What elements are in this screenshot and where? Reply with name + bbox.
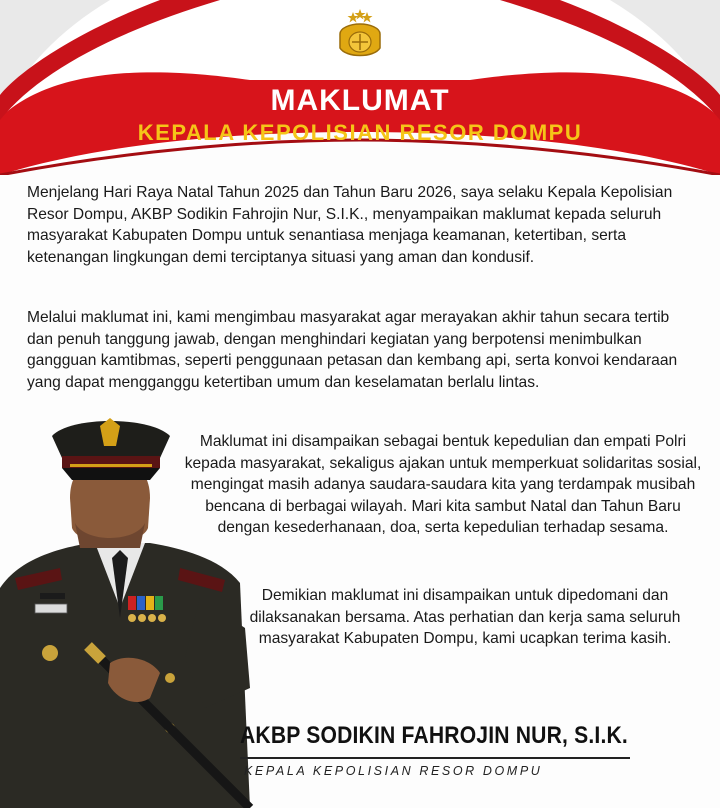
signature-divider: [240, 757, 630, 759]
paragraph-intro: Menjelang Hari Raya Natal Tahun 2025 dan Tahun Baru 2026, saya selaku Kepala Kepolisian Resor Dompu, AKBP Sodikin Fahrojin Nur, S.I.K., menyampaikan maklumat kepada seluruh masyarakat Kabupaten Dompu untuk senantiasa menjaga keamanan, ketertiban, serta ketenangan lingkungan demi terciptanya situasi yang aman dan kondusif.: [27, 184, 673, 266]
police-emblem-icon: [330, 8, 390, 64]
page-subtitle: KEPALA KEPOLISIAN RESOR DOMPU: [137, 120, 583, 145]
officer-portrait: [0, 408, 260, 808]
paragraph-appeal: Melalui maklumat ini, kami mengimbau masyarakat agar merayakan akhir tahun secara tertib dan penuh tanggung jawab, dengan menghindari kegiatan yang berpotensi menimbulkan gangguan kamtibmas, seperti penggunaan petasan dan kembang api, serta konvoi kendaraan yang dapat mengganggu ketertiban umum dan keselamatan berlalu lintas.: [27, 309, 678, 391]
signatory-position: KEPALA KEPOLISIAN RESOR DOMPU: [244, 764, 543, 778]
paragraph-closing: Demikian maklumat ini disampaikan untuk dipedomani dan dilaksanakan bersama. Atas perhatian dan kerja sama seluruh masyarakat Kabupaten Dompu, kami ucapkan terima kasih.: [249, 587, 681, 648]
page-title: MAKLUMAT: [270, 84, 450, 117]
paragraph-solidarity: Maklumat ini disampaikan sebagai bentuk kepedulian dan empati Polri kepada masyarakat, sekaligus ajakan untuk memperkuat solidaritas sosial, mengingat masih adanya saudara-saudara kita yang terdampak musibah bencana di berbagai wilayah. Mari kita sambut Natal dan Tahun Baru dengan kesederhanaan, doa, serta kepedulian terhadap sesama.: [184, 433, 702, 537]
signatory-name: AKBP SODIKIN FAHROJIN NUR, S.I.K.: [240, 722, 628, 749]
